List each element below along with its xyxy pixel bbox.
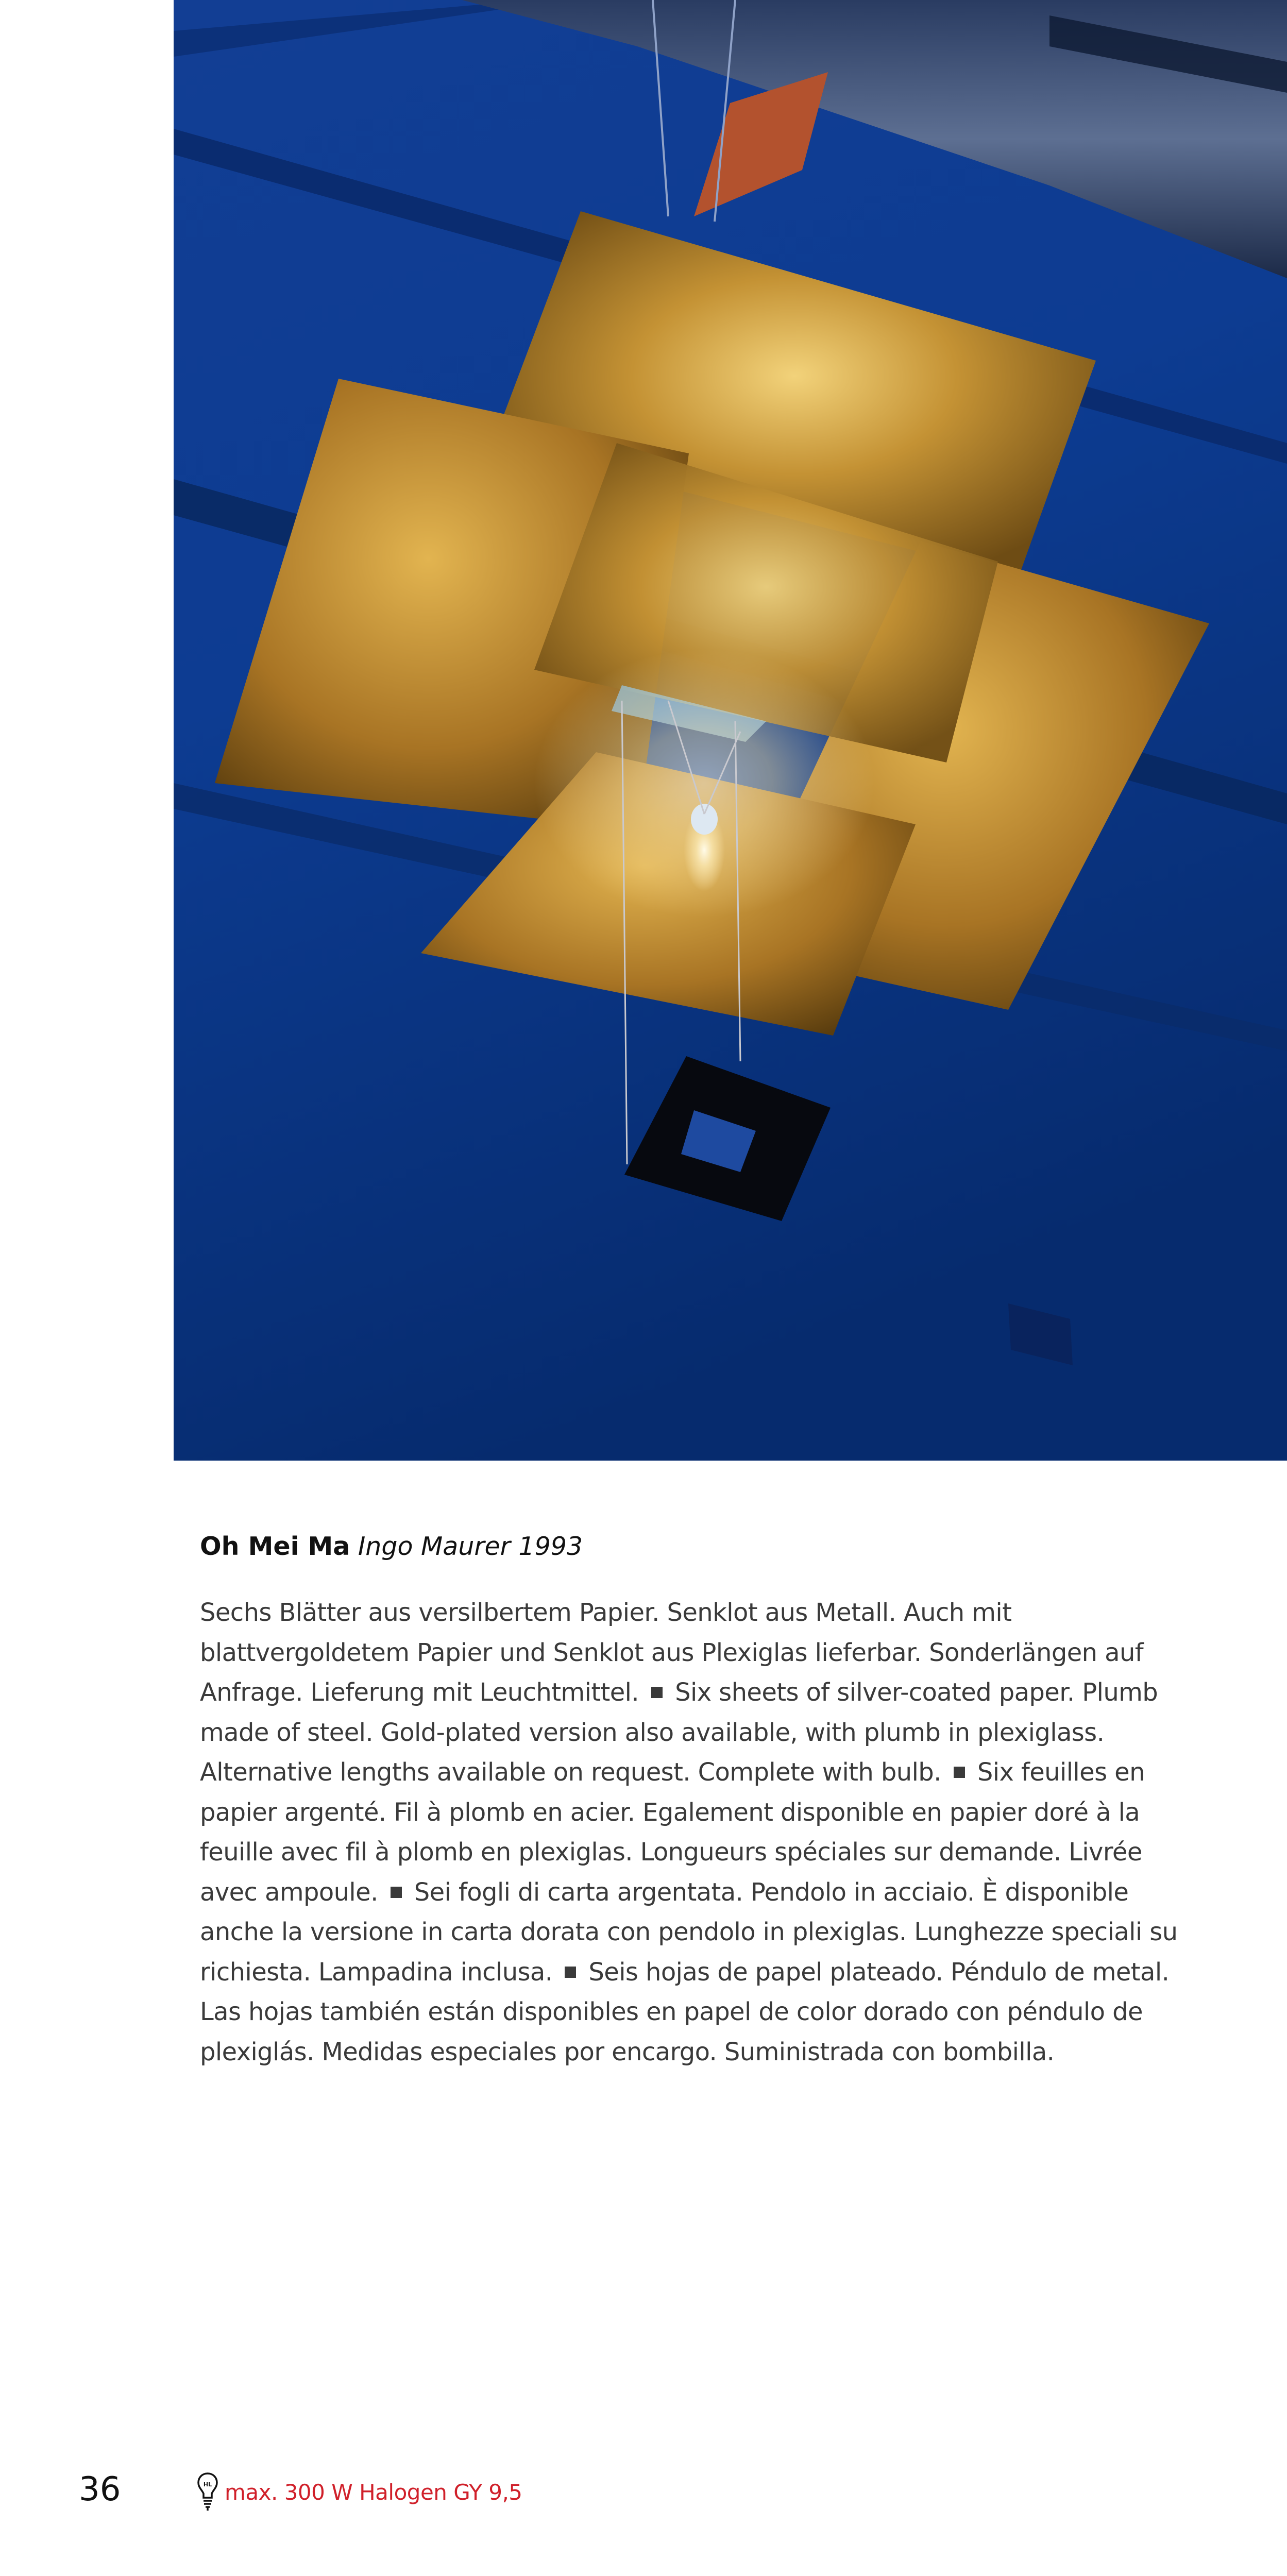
- product-photo: [174, 0, 1287, 1461]
- product-description: [200, 1593, 1184, 2072]
- product-name: Oh Mei Ma: [200, 1532, 350, 1561]
- description-italian: Sei fogli di carta argentata. Pendolo in acciaio. È disponible anche la versione in carta dorata con pendolo in plexiglas. Lunghezze speciali su richiesta. Lampadina inclusa.: [200, 1877, 1178, 1987]
- light-bulb-icon: [197, 2472, 218, 2512]
- product-title: [200, 1530, 1179, 1563]
- lamp-photo-illustration: [174, 0, 1287, 1461]
- page-number: 36: [79, 2470, 121, 2509]
- description-spanish: Seis hojas de papel plateado. Péndulo de metal. Las hojas también están disponibles en papel de color dorado con péndulo de plexiglás. Medidas especiales por encargo. Suministrada con bombilla.: [200, 1957, 1170, 2066]
- svg-text:HL: HL: [203, 2481, 212, 2488]
- square-bullet-icon: [565, 1967, 576, 1978]
- description-english: Six sheets of silver-coated paper. Plumb made of steel. Gold-plated version also available, with plumb in plexiglass. Alternative lengths available on request. Complete with bulb.: [200, 1678, 1158, 1787]
- description-french: Six feuilles en papier argenté. Fil à plomb en acier. Egalement disponible en papier doré à la feuille avec fil à plomb en plexiglas. Longueurs spéciales sur demande. Livrée avec ampoule.: [200, 1758, 1145, 1907]
- lamp-specification: max. 300 W Halogen GY 9,5: [225, 2480, 522, 2505]
- square-bullet-icon: [651, 1687, 663, 1698]
- designer-year: Ingo Maurer 1993: [358, 1532, 583, 1561]
- square-bullet-icon: [954, 1767, 965, 1778]
- square-bullet-icon: [391, 1887, 402, 1898]
- description-german: Sechs Blätter aus versilbertem Papier. Senklot aus Metall. Auch mit blattvergoldetem Papier und Senklot aus Plexiglas lieferbar. Sonderlängen auf Anfrage. Lieferung mit Leuchtmittel.: [200, 1598, 1144, 1707]
